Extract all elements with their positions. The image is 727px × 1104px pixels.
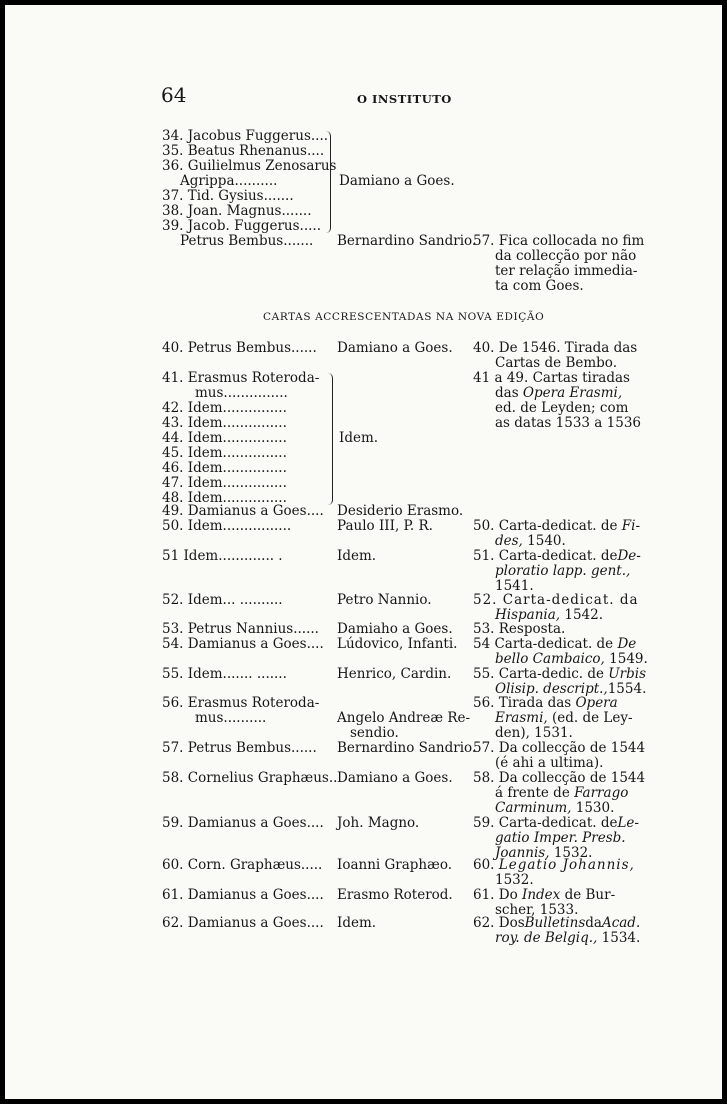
note-57-first: 57. Fica collocada no fim: [473, 233, 645, 249]
note-56-l3: den), 1531.: [495, 725, 573, 741]
note-41-49-italic: Opera Erasmi,: [522, 385, 623, 401]
running-title: O INSTITUTO: [357, 92, 452, 106]
entry-40: 40. Petrus Bembus......: [162, 340, 317, 356]
recipient-51: Idem.: [337, 548, 377, 564]
note-54-l2: bello Cambaico, 1549.: [495, 651, 648, 667]
entry-61: 61. Damianus a Goes....: [162, 887, 324, 903]
entry-48: 48. Idem...............: [162, 490, 287, 506]
entry-58: 58. Cornelius Graphæus..: [162, 770, 338, 786]
note-51: 51. Carta-dedicat. deDe-: [473, 548, 641, 564]
note-59-l3: Joannis, 1532.: [495, 845, 593, 861]
entry-52: 52. Idem... ..........: [162, 592, 283, 608]
recipient-49: Desiderio Erasmo.: [337, 503, 464, 519]
recipient-56: Angelo Andreæ Re-: [337, 710, 471, 726]
note-40-l2: Cartas de Bembo.: [495, 355, 617, 371]
recipient-60: Ioanni Graphæo.: [337, 857, 453, 873]
entry-56: 56. Erasmus Roteroda-: [162, 695, 320, 711]
entry-50: 50. Idem................: [162, 518, 292, 534]
entry-bembus: Petrus Bembus.......: [180, 233, 314, 249]
note-51-l2: ploratio lapp. gent.,: [495, 563, 631, 579]
note-57-first-l3: ter relação immedia-: [495, 263, 638, 279]
recipient-54: Lúdovico, Infanti.: [337, 636, 458, 652]
note-55-l2: Olisip. descript.,1554.: [495, 681, 647, 697]
recipient-50: Paulo III, P. R.: [337, 518, 433, 534]
note-61-l2: scher, 1533.: [495, 902, 579, 918]
entry-42: 42. Idem...............: [162, 400, 287, 416]
recipient-57: Bernardino Sandrio.: [337, 740, 477, 756]
entry-41-cont: mus...............: [195, 385, 288, 401]
section-title: CARTAS ACCRESCENTADAS NA NOVA EDIÇÃO: [263, 311, 545, 323]
recipient-bembus: Bernardino Sandrio.: [337, 233, 477, 249]
recipient-56-cont: sendio.: [350, 725, 399, 741]
entry-43: 43. Idem...............: [162, 415, 287, 431]
entry-34: 34. Jacobus Fuggerus....: [162, 128, 329, 144]
recipient-40: Damiano a Goes.: [337, 340, 453, 356]
entry-54: 54. Damianus a Goes....: [162, 636, 324, 652]
note-62-l2: roy. de Belgiq., 1534.: [495, 930, 641, 946]
recipient-34-39: Damiano a Goes.: [339, 173, 455, 189]
entry-60: 60. Corn. Graphæus.....: [162, 857, 323, 873]
note-41-49-l3: ed. de Leyden; com: [495, 400, 629, 416]
entry-44: 44. Idem...............: [162, 430, 287, 446]
note-54: 54 Carta-dedicat. de De: [473, 636, 637, 652]
note-60-l2: 1532.: [495, 872, 534, 888]
note-50: 50. Carta-dedicat. de Fi-: [473, 518, 641, 534]
note-59: 59. Carta-dedicat. deLe-: [473, 815, 639, 831]
note-51-l3: 1541.: [495, 578, 534, 594]
note-40: 40. De 1546. Tirada das: [473, 340, 638, 356]
brace-41-48: [325, 373, 333, 505]
note-55: 55. Carta-dedic. de Urbis: [473, 666, 647, 682]
note-41-49-l2: [495, 386, 622, 401]
recipient-55: Henrico, Cardin.: [337, 666, 452, 682]
entry-59: 59. Damianus a Goes....: [162, 815, 324, 831]
entry-49: 49. Damianus a Goes....: [162, 503, 324, 519]
recipient-53: Damiaho a Goes.: [337, 621, 453, 637]
recipient-59: Joh. Magno.: [337, 815, 420, 831]
entry-46: 46. Idem...............: [162, 460, 287, 476]
note-62: 62. DosBulletinsdaAcad.: [473, 915, 641, 931]
recipient-41-48: Idem.: [339, 430, 379, 446]
note-41-49-das: das: [495, 385, 519, 401]
entry-47: 47. Idem...............: [162, 475, 287, 491]
recipient-61: Erasmo Roterod.: [337, 887, 453, 903]
note-57: 57. Da collecção de 1544: [473, 740, 646, 756]
note-52-l2: Hispania, 1542.: [495, 607, 604, 623]
entry-36-cont: Agrippa..........: [180, 173, 278, 189]
entry-57: 57. Petrus Bembus......: [162, 740, 317, 756]
note-58: 58. Da collecção de 1544: [473, 770, 646, 786]
brace-34-39: [323, 131, 331, 233]
entry-35: 35. Beatus Rhenanus....: [162, 143, 325, 159]
note-61: 61. Do Index de Bur-: [473, 887, 616, 903]
entry-36: 36. Guilielmus Zenosarus: [162, 158, 337, 174]
note-57-first-l2: da collecção por não: [495, 248, 637, 264]
note-56-l2: Erasmi, (ed. de Ley-: [495, 710, 633, 726]
recipient-62: Idem.: [337, 915, 377, 931]
entry-55: 55. Idem....... .......: [162, 666, 287, 682]
entry-53: 53. Petrus Nannius......: [162, 621, 319, 637]
entry-37: 37. Tid. Gysius.......: [162, 188, 294, 204]
note-58-l2: á frente de Farrago: [495, 785, 629, 801]
note-56: 56. Tirada das Opera: [473, 695, 618, 711]
note-41-49-l4: as datas 1533 a 1536: [495, 415, 641, 431]
note-58-l3: Carminum, 1530.: [495, 800, 615, 816]
note-53: 53. Resposta.: [473, 621, 566, 637]
recipient-52: Petro Nannio.: [337, 592, 432, 608]
entry-62: 62. Damianus a Goes....: [162, 915, 324, 931]
entry-51: 51 Idem............. .: [162, 548, 283, 564]
note-52: 52. Carta-dedicat. da: [473, 592, 639, 608]
note-57-first-l4: ta com Goes.: [495, 278, 584, 294]
note-59-l2: gatio Imper. Presb.: [495, 830, 626, 846]
recipient-58: Damiano a Goes.: [337, 770, 453, 786]
entry-38: 38. Joan. Magnus.......: [162, 203, 312, 219]
note-57-l2: (é ahi a ultima).: [495, 755, 604, 771]
entry-45: 45. Idem...............: [162, 445, 287, 461]
entry-41: 41. Erasmus Roteroda-: [162, 370, 320, 386]
note-50-l2: des, 1540.: [495, 533, 566, 549]
note-60: 60. Legatio Johannis,: [473, 857, 635, 873]
note-41-49: 41 a 49. Cartas tiradas: [473, 370, 630, 386]
entry-56-cont: mus..........: [195, 710, 267, 726]
entry-39: 39. Jacob. Fuggerus.....: [162, 218, 322, 234]
page-number: 64: [161, 83, 187, 107]
